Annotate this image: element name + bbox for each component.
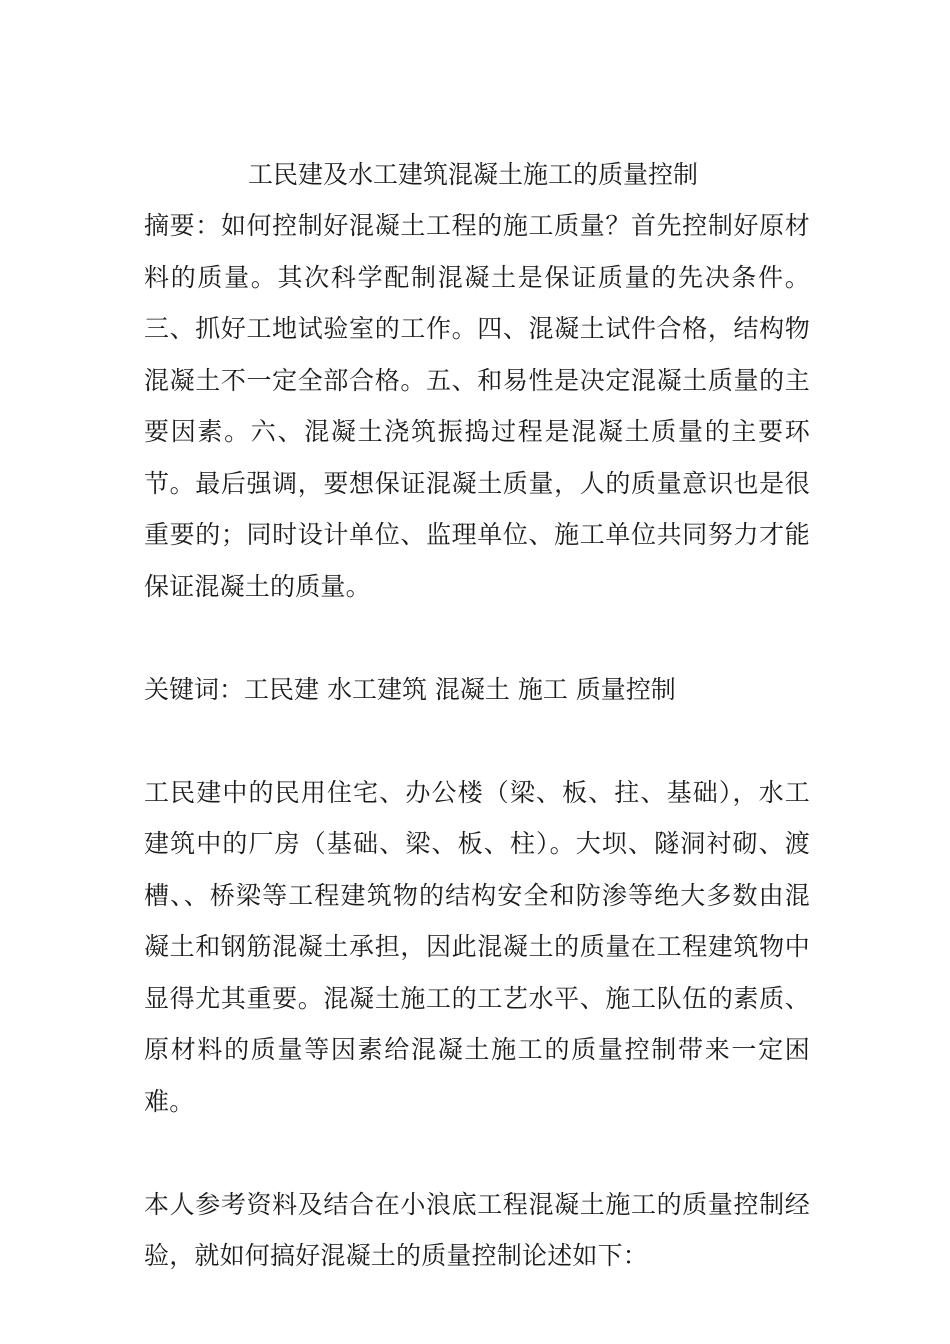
body-paragraph-2: 本人参考资料及结合在小浪底工程混凝土施工的质量控制经验，就如何搞好混凝土的质量控制论述如下： (144, 1189, 810, 1270)
keywords-line: 关键词：工民建 水工建筑 混凝土 施工 质量控制 (144, 674, 676, 704)
paragraph-gap (144, 715, 810, 767)
body-paragraph-1: 工民建中的民用住宅、办公楼（梁、板、拄、基础），水工建筑中的厂房（基础、梁、板、柱）。大坝、隧洞衬砌、渡槽、、桥梁等工程建筑物的结构安全和防渗等绝大多数由混凝土和钢筋混凝土承担，因此混凝土的质量在工程建筑物中显得尤其重要。混凝土施工的工艺水平、施工队伍的素质、原材料的质量等因素给混凝土施工的质量控制带来一定困难。 (144, 777, 810, 1116)
document-body (144, 150, 810, 1282)
paragraph-gap (144, 1127, 810, 1179)
document-title: 工民建及水工建筑混凝土施工的质量控制 (248, 160, 699, 189)
abstract-paragraph: 摘要：如何控制好混凝土工程的施工质量？首先控制好原材料的质量。其次科学配制混凝土是保证质量的先决条件。三、抓好工地试验室的工作。四、混凝土试件合格，结构物混凝土不一定全部合格。五、和易性是决定混凝土质量的主要因素。六、混凝土浇筑振捣过程是混凝土质量的主要环节。最后强调，要想保证混凝土质量，人的质量意识也是很重要的；同时设计单位、监理单位、施工单位共同努力才能保证混凝土的质量。 (144, 211, 810, 601)
paragraph-gap (144, 612, 810, 664)
